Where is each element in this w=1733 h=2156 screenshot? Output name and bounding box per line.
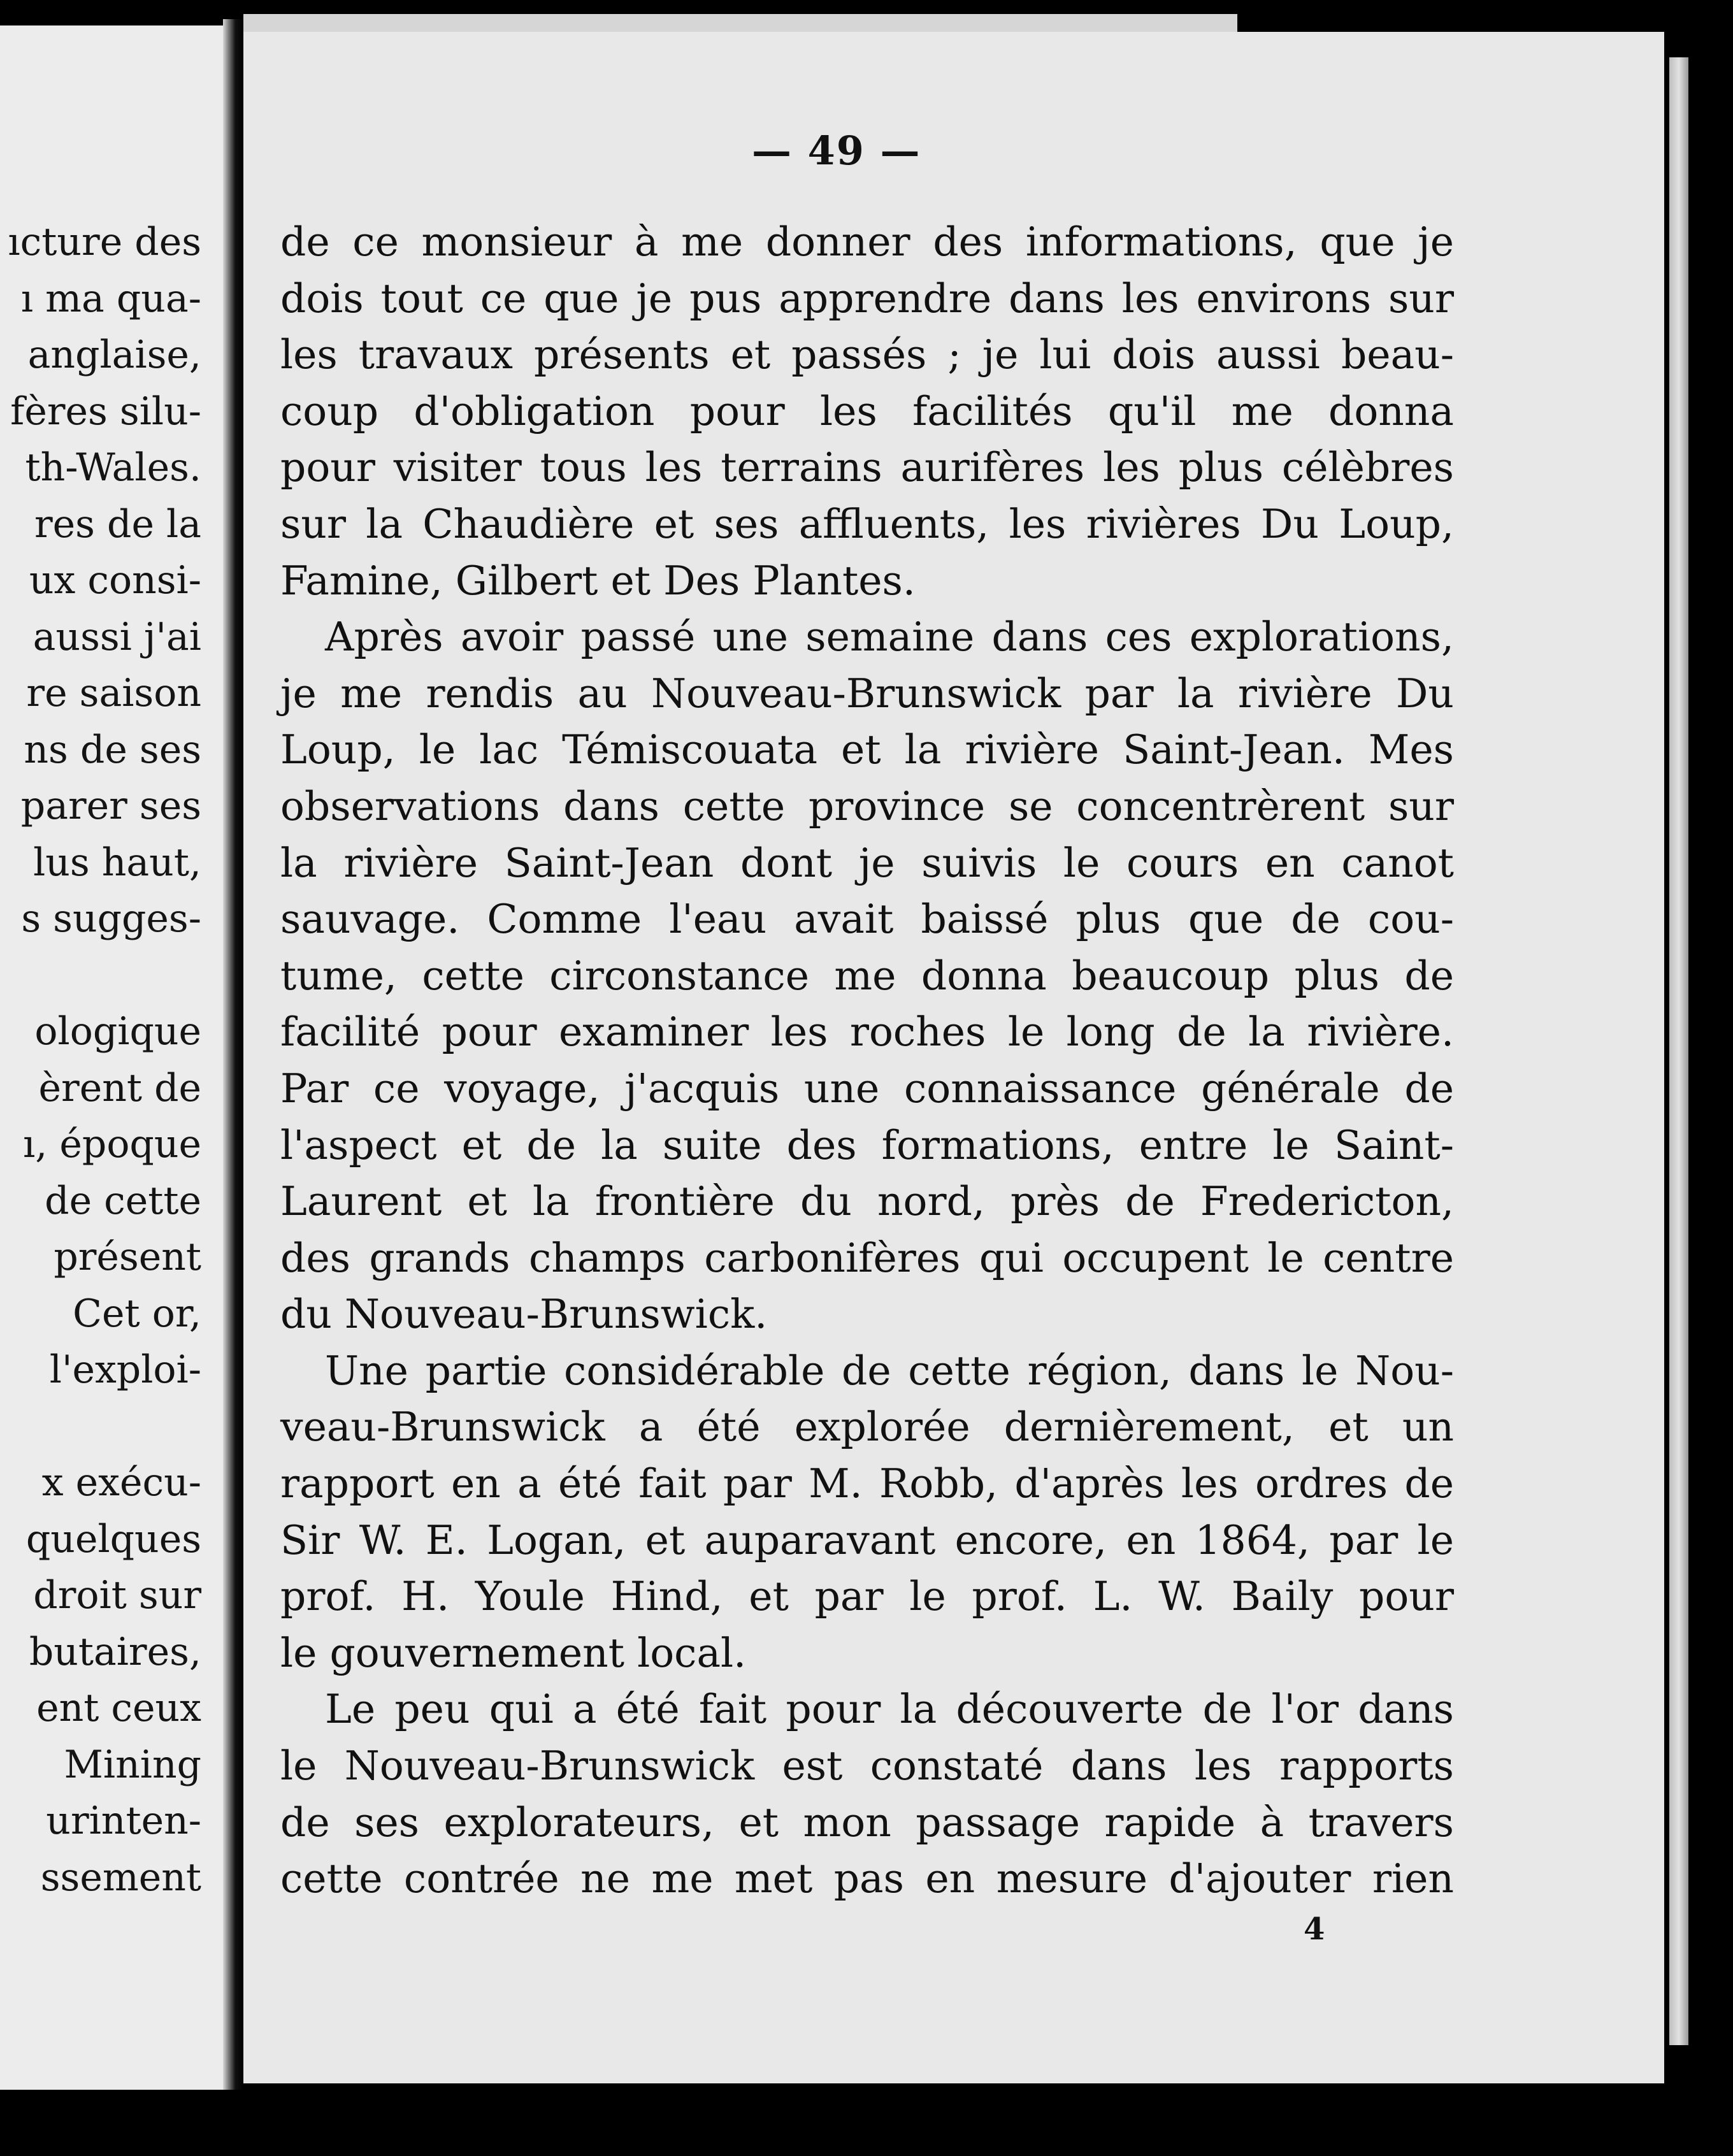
left-line-blank xyxy=(0,1398,201,1455)
left-line: anglaise, xyxy=(27,333,201,377)
left-line: aussi j'ai xyxy=(32,614,201,659)
body-text xyxy=(280,214,1454,1908)
left-page-fragment xyxy=(0,25,231,2090)
left-line: Mining xyxy=(64,1742,201,1787)
text-line: sur la Chaudière et ses affluents, les rivières Du Loup, xyxy=(280,500,1454,547)
left-line: res de la xyxy=(34,501,201,547)
left-line: parer ses xyxy=(20,784,201,828)
text-line: je me rendis au Nouveau-Brunswick par la rivière Du xyxy=(280,670,1454,717)
left-line: th-Wales. xyxy=(25,445,201,490)
left-line: ent ceux xyxy=(36,1686,201,1730)
signature-mark: 4 xyxy=(1304,1911,1325,1947)
scan-bottom-border xyxy=(0,2090,1733,2156)
text-line: du Nouveau-Brunswick. xyxy=(280,1291,768,1338)
left-line: ns de ses xyxy=(24,727,201,772)
text-line: le gouvernement local. xyxy=(280,1629,747,1676)
left-line: fères silu- xyxy=(10,389,201,434)
left-line: lus haut, xyxy=(33,840,201,885)
left-line: de cette xyxy=(45,1178,201,1223)
left-line: l'exploi- xyxy=(49,1348,201,1392)
text-line: Par ce voyage, j'acquis une connaissance générale de xyxy=(280,1065,1454,1112)
left-line: présent xyxy=(54,1235,201,1279)
left-line: s sugges- xyxy=(21,896,201,941)
text-line: Après avoir passé une semaine dans ces explorations, xyxy=(325,614,1454,661)
text-line: coup d'obligation pour les facilités qu'il me donna xyxy=(280,387,1454,435)
left-line: èrent de xyxy=(38,1065,201,1110)
text-line: veau-Brunswick a été explorée dernièrement, et un xyxy=(280,1404,1454,1451)
text-line: dois tout ce que je pus apprendre dans les environs sur xyxy=(280,275,1454,322)
left-line: ıcture des xyxy=(8,220,201,264)
left-line: urinten- xyxy=(46,1799,201,1843)
left-line: droit sur xyxy=(33,1573,201,1618)
text-line: le Nouveau-Brunswick est constaté dans les rapports xyxy=(280,1743,1454,1790)
left-page-text xyxy=(0,214,201,1906)
left-line-blank xyxy=(0,947,201,1004)
text-line: pour visiter tous les terrains aurifères les plus célèbres xyxy=(280,444,1454,491)
text-line: tume, cette circonstance me donna beaucoup plus de xyxy=(280,952,1454,999)
text-line: de ce monsieur à me donner des informations, que je xyxy=(280,219,1454,265)
text-line: observations dans cette province se concentrèrent sur xyxy=(280,782,1454,830)
page-top-edge xyxy=(243,14,1237,32)
left-line: ssement xyxy=(40,1855,201,1900)
text-line: prof. H. Youle Hind, et par le prof. L. W. Baily pour xyxy=(280,1573,1454,1620)
text-line: facilité pour examiner les roches le long de la rivière. xyxy=(280,1009,1454,1056)
text-line: Le peu qui a été fait pour la découverte de l'or dans xyxy=(325,1686,1454,1733)
left-line: ologique xyxy=(34,1009,201,1054)
text-line: Loup, le lac Témiscouata et la rivière Saint-Jean. Mes xyxy=(280,726,1454,773)
text-line: rapport en a été fait par M. Robb, d'après les ordres de xyxy=(280,1460,1454,1507)
left-line: ı, époque xyxy=(23,1122,201,1167)
left-line: x exécu- xyxy=(41,1460,201,1505)
text-line: la rivière Saint-Jean dont je suivis le cours en canot xyxy=(280,839,1454,886)
text-line: les travaux présents et passés ; je lui dois aussi beau- xyxy=(280,331,1454,378)
text-line: cette contrée ne me met pas en mesure d'ajouter rien xyxy=(280,1855,1454,1902)
left-line: Cet or, xyxy=(73,1291,201,1336)
text-line: Une partie considérable de cette région, dans le Nou- xyxy=(325,1347,1454,1394)
text-line: de ses explorateurs, et mon passage rapide à travers xyxy=(280,1799,1454,1846)
text-line: sauvage. Comme l'eau avait baissé plus que de cou- xyxy=(280,896,1454,943)
left-line: ı ma qua- xyxy=(20,276,201,321)
page-number: — 49 — xyxy=(752,127,921,174)
text-line: Laurent et la frontière du nord, près de Fredericton, xyxy=(280,1178,1454,1225)
text-line: l'aspect et de la suite des formations, entre le Saint- xyxy=(280,1121,1454,1168)
book-gutter xyxy=(223,19,243,2090)
left-line: quelques xyxy=(25,1516,201,1562)
text-line: Famine, Gilbert et Des Plantes. xyxy=(280,557,916,604)
text-line: des grands champs carbonifères qui occupent le centre xyxy=(280,1234,1454,1281)
text-line: Sir W. E. Logan, et auparavant encore, en 1864, par le xyxy=(280,1516,1454,1563)
left-line: butaires, xyxy=(29,1629,201,1674)
left-line: re saison xyxy=(26,671,201,715)
page-fore-edge xyxy=(1669,57,1688,2045)
left-line: ux consi- xyxy=(29,558,201,603)
